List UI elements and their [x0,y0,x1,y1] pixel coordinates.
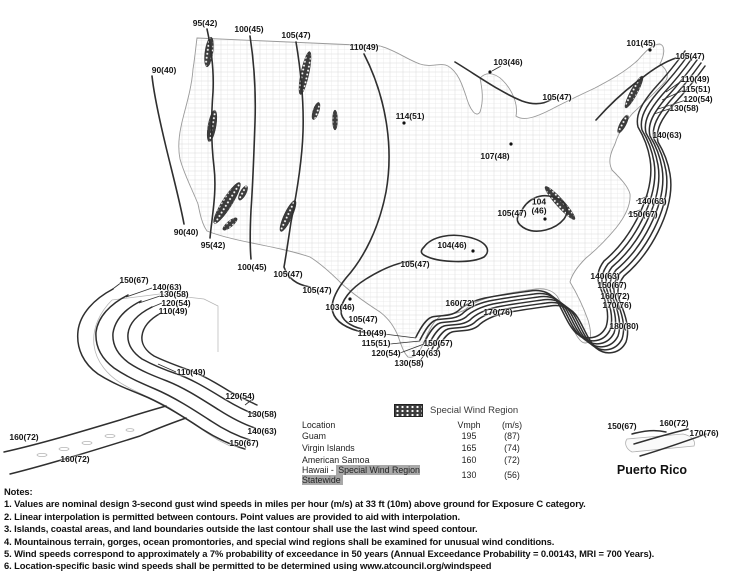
contour-label: 180(80) [609,320,639,331]
contour-label: 160(72) [9,431,39,442]
contour-label: 140(63) [652,129,682,140]
contour-label: 110(49) [349,41,379,52]
contour-label: 105(47) [675,50,705,61]
contour-label: 110(49) [158,305,188,316]
legend-location: Hawaii - Special Wind Region Statewide [302,465,420,486]
contour-label: 104 (46) [531,196,547,215]
legend-vmph: 160 [461,454,477,465]
contour-label: 95(42) [200,239,226,250]
contour-label: 101(45) [626,37,656,48]
contour-label: 150(67) [229,437,259,448]
note-line: 4. Mountainous terrain, gorges, ocean promontories, and special wind regions shall be examined for unusual wind conditions. [4,535,555,547]
contour-label: 150(57) [423,337,453,348]
legend-vmph: 195 [461,431,477,442]
contour-label: 130(58) [247,408,277,419]
legend-ms: (87) [504,431,520,442]
contour-label: 140(63) [590,270,620,281]
note-line: 3. Islands, coastal areas, and land boundaries outside the last contour shall use the last wind speed contour. [4,523,478,535]
contour-label: 170(76) [602,299,632,310]
contour-label: 150(67) [607,420,637,431]
contour-label: 160(72) [600,290,630,301]
note-line: 6. Location-specific basic wind speeds shall be permitted to be determined using www.atcouncil.org/windspeed [4,560,492,572]
legend-vmph: 130 [461,470,477,481]
notes-block [4,486,729,573]
alaska-inset [4,282,259,474]
legend-location: American Samoa [302,454,370,465]
contour-label: 120(54) [225,390,255,401]
special-wind-region-label: Special Wind Region [430,405,519,416]
table-row [302,431,536,443]
legend-location: Virgin Islands [302,442,355,453]
notes-title: Notes: [4,486,33,497]
puerto-rico-inset [626,429,706,456]
contour-label: 115(51) [681,83,711,94]
contour-label: 120(54) [161,297,191,308]
legend-vmph: 165 [461,442,477,453]
contour-label: 104(46) [437,239,467,250]
legend-ms: (74) [504,442,520,453]
contour-label: 100(45) [234,23,264,34]
contour-label: 105(47) [542,91,572,102]
legend-ms: (72) [504,454,520,465]
contour-label: 150(67) [628,208,658,219]
contour-label: 105(47) [281,29,311,40]
contour-label: 114(51) [395,110,425,121]
highlighted-text: Special Wind Region Statewide [302,465,420,486]
contour-label: 130(58) [669,102,699,113]
contour-label: 110(49) [680,73,710,84]
contour-label: 120(54) [683,93,713,104]
contour-label: 105(47) [348,313,378,324]
contour-label: 105(47) [302,284,332,295]
note-line: 1. Values are nominal design 3-second gust wind speeds in miles per hour (m/s) at 33 ft (10m) above ground for Exposure C category. [4,498,586,510]
territory-wind-speed-table [302,419,536,486]
table-row [302,454,536,466]
special-wind-region-swatch-icon [394,404,423,417]
table-row [302,465,536,486]
contour-label: 90(40) [173,226,199,237]
table-header-row [302,419,536,431]
contour-label: 160(72) [445,297,475,308]
legend-ms: (56) [504,470,520,481]
contour-label: 120(54) [371,347,401,358]
contour-label: 105(47) [400,258,430,269]
contour-label: 130(58) [394,357,424,368]
contour-label: 103(46) [493,56,523,67]
contour-label: 100(45) [237,261,267,272]
contour-label: 130(58) [159,288,189,299]
note-line: 5. Wind speeds correspond to approximately a 7% probability of exceedance in 50 years (Annual Exceedance Probability = 0.00143, MRI = 700 Years). [4,548,655,560]
contour-label: 90(40) [151,64,177,75]
contour-label: 115(51) [361,337,391,348]
special-wind-region-legend [394,404,518,417]
contour-label: 150(67) [597,279,627,290]
contour-label: 103(46) [325,301,355,312]
table-row [302,442,536,454]
contour-label: 170(76) [689,427,719,438]
contour-label: 140(63) [247,425,277,436]
contour-label: 107(48) [480,150,510,161]
contour-label: 105(47) [273,268,303,279]
contour-label: 95(42) [192,17,218,28]
contour-label: 110(49) [176,366,206,377]
header-ms: (m/s) [501,419,523,430]
contour-label: 105(47) [497,207,527,218]
header-location: Location [302,419,336,430]
contour-label: 160(72) [60,453,90,464]
legend-location: Guam [302,431,326,442]
contour-label: 140(63) [411,347,441,358]
contour-label: 110(49) [357,327,387,338]
contour-label: 160(72) [659,417,689,428]
contour-label: 150(67) [119,274,149,285]
header-vmph: Vmph [457,419,481,430]
note-line: 2. Linear interpolation is permitted between contours. Point values are provided to aid with interpolation. [4,510,461,522]
contour-label: 170(76) [483,306,513,317]
contour-label: 140(63) [637,195,667,206]
contour-label: 140(63) [152,281,182,292]
puerto-rico-title: Puerto Rico [616,463,688,477]
